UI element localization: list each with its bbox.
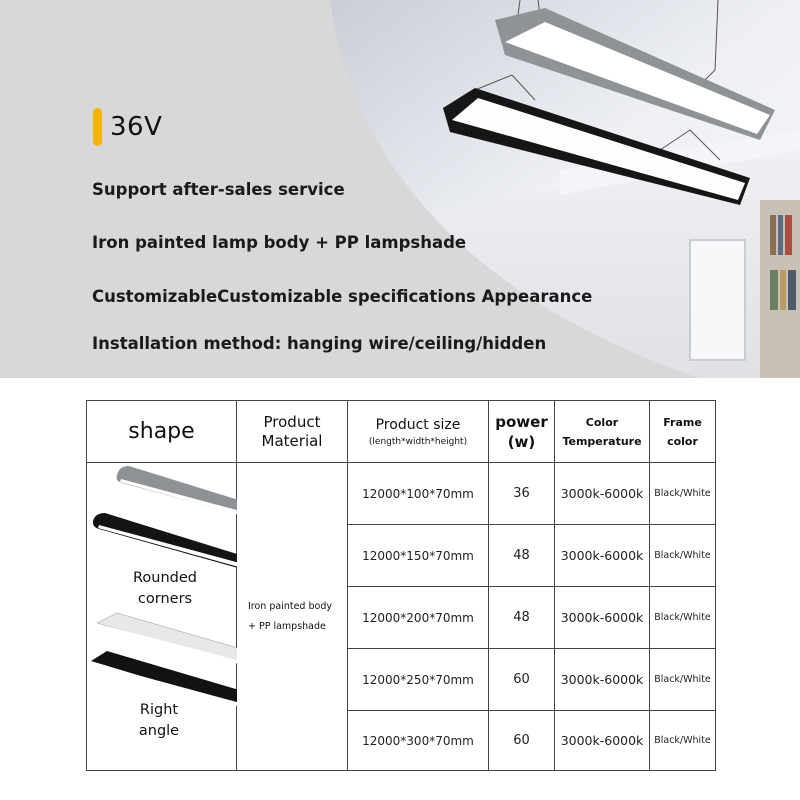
header-power-line2: (w) xyxy=(507,432,536,451)
table-row xyxy=(87,463,716,525)
shape-label-rounded-line2: corners xyxy=(137,591,193,607)
spec-table xyxy=(86,400,716,771)
cell-size: 12000*250*70mm xyxy=(348,649,489,711)
shape-label-right-line2: angle xyxy=(138,723,180,739)
cell-power: 48 xyxy=(489,525,555,587)
header-power-line1: power xyxy=(495,412,548,431)
header-material-line1: Product xyxy=(263,412,321,431)
shape-label-rounded-line1: Rounded xyxy=(132,570,197,586)
cell-frame-color: Black/White xyxy=(650,649,716,711)
table-header-row xyxy=(87,401,716,463)
feature-after-sales: Support after-sales service xyxy=(92,180,345,199)
feature-customizable: CustomizableCustomizable specifications Appearance xyxy=(92,287,593,306)
cell-frame-color: Black/White xyxy=(650,587,716,649)
cell-size: 12000*150*70mm xyxy=(348,525,489,587)
shape-cell xyxy=(87,463,237,771)
header-size xyxy=(348,401,489,463)
shape-label-right xyxy=(115,700,203,742)
header-size-main: Product size xyxy=(375,416,461,433)
cell-power: 48 xyxy=(489,587,555,649)
cell-frame-color: Black/White xyxy=(650,525,716,587)
header-material-line2: Material xyxy=(261,431,323,450)
cell-color-temp: 3000k-6000k xyxy=(555,587,650,649)
cell-size: 12000*200*70mm xyxy=(348,587,489,649)
feature-installation: Installation method: hanging wire/ceiling/hidden xyxy=(92,334,547,353)
header-color-temp xyxy=(555,401,650,463)
cell-frame-color: Black/White xyxy=(650,711,716,771)
header-shape: shape xyxy=(87,401,237,463)
cell-power: 60 xyxy=(489,711,555,771)
header-color-temp-line1: Color xyxy=(585,415,619,429)
shape-label-rounded xyxy=(115,568,215,610)
voltage-title: 36V xyxy=(110,112,163,142)
cell-power: 36 xyxy=(489,463,555,525)
cell-size: 12000*300*70mm xyxy=(348,711,489,771)
header-frame-line1: Frame xyxy=(663,415,702,429)
header-size-sub: (length*width*height) xyxy=(368,436,468,447)
cell-color-temp: 3000k-6000k xyxy=(555,463,650,525)
material-cell xyxy=(237,463,348,771)
header-frame-color xyxy=(650,401,716,463)
cell-frame-color: Black/White xyxy=(650,463,716,525)
material-line2: + PP lampshade xyxy=(248,620,326,632)
accent-bar xyxy=(93,108,102,146)
cell-size: 12000*100*70mm xyxy=(348,463,489,525)
cell-color-temp: 3000k-6000k xyxy=(555,525,650,587)
header-power xyxy=(489,401,555,463)
header-material xyxy=(237,401,348,463)
header-color-temp-line2: Temperature xyxy=(562,434,642,448)
cell-power: 60 xyxy=(489,649,555,711)
shape-label-right-line1: Right xyxy=(139,702,179,718)
cell-color-temp: 3000k-6000k xyxy=(555,649,650,711)
cell-color-temp: 3000k-6000k xyxy=(555,711,650,771)
hero-panel xyxy=(0,0,800,378)
material-line1: Iron painted body xyxy=(248,600,332,612)
feature-material: Iron painted lamp body + PP lampshade xyxy=(92,233,467,252)
header-frame-line2: color xyxy=(667,434,698,448)
